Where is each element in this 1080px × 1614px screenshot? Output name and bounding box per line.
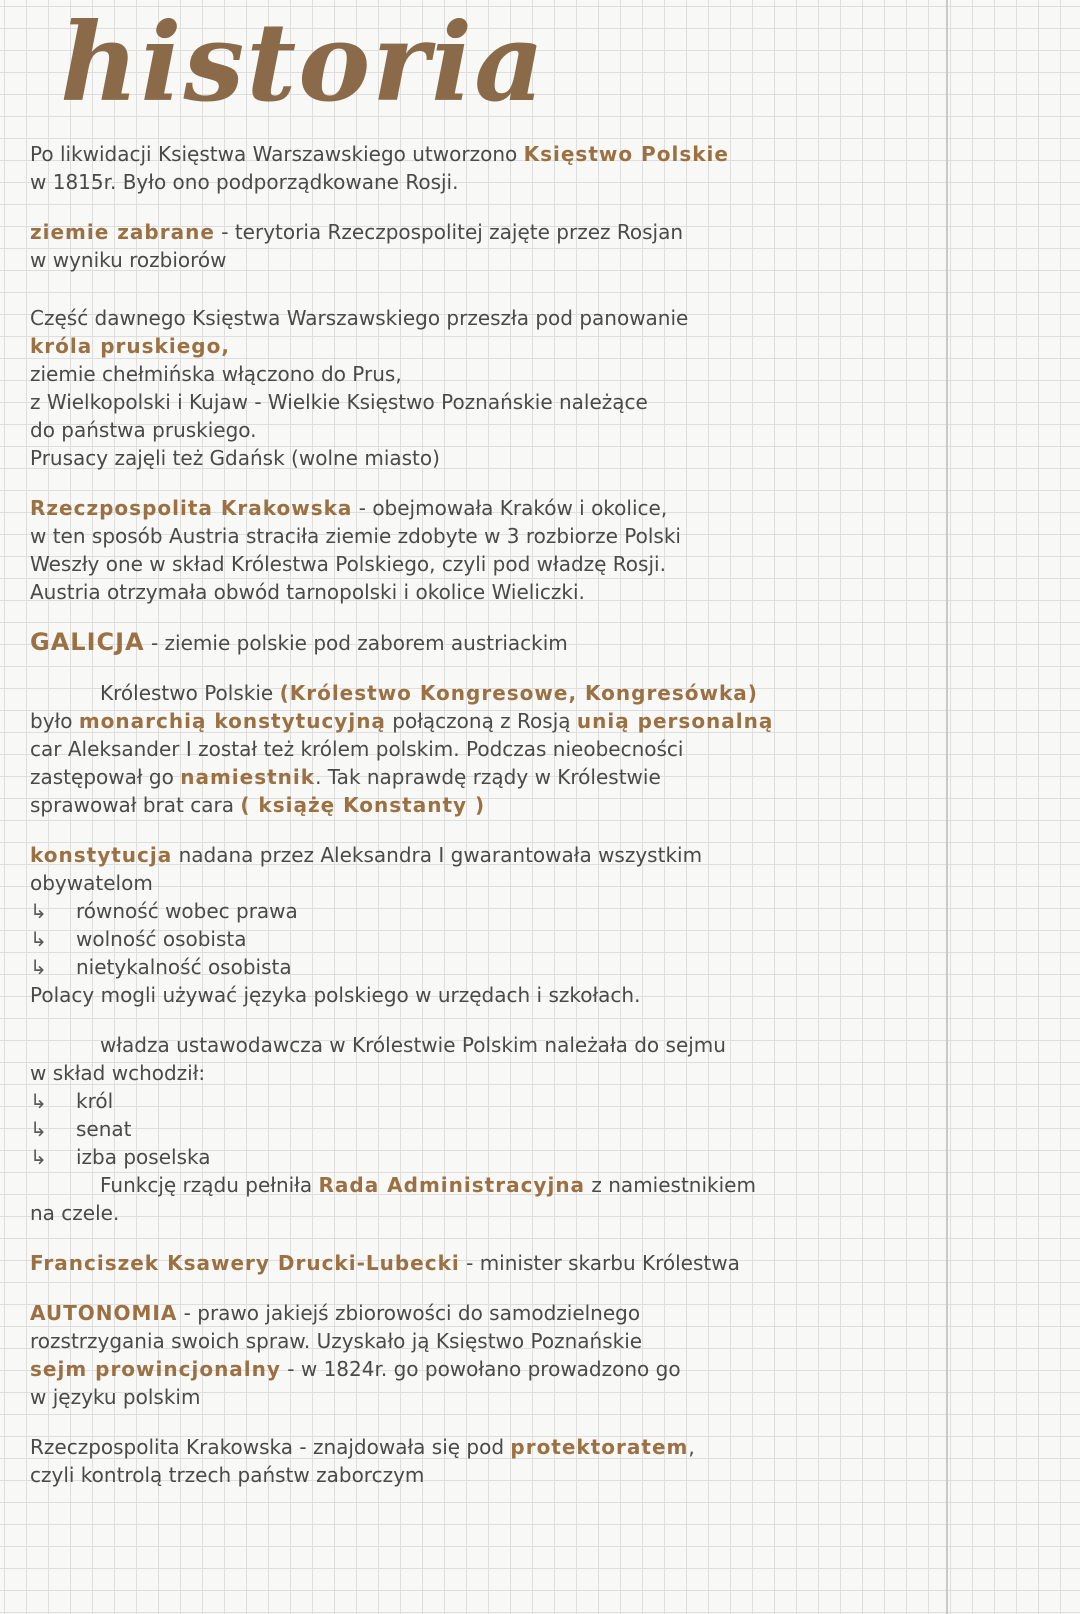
- arrow-icon: ↳: [30, 927, 47, 951]
- paragraph-drucki-lubecki: [30, 1249, 990, 1277]
- highlight-term: Rzeczpospolita Krakowska: [30, 496, 353, 520]
- highlight-term: Franciszek Ksawery Drucki-Lubecki: [30, 1251, 460, 1275]
- text: władza ustawodawcza w Królestwie Polskim należała do sejmu: [100, 1033, 726, 1057]
- text: zastępował go: [30, 765, 181, 789]
- paragraph-ksiestwo-polskie: [30, 140, 990, 196]
- text: w skład wchodził:: [30, 1061, 206, 1085]
- text: car Aleksander I został też królem polskim. Podczas nieobecności: [30, 737, 684, 761]
- list-item: [30, 897, 990, 925]
- highlight-term: unią personalną: [576, 709, 774, 733]
- highlight-term: ziemie zabrane: [30, 220, 215, 244]
- arrow-icon: ↳: [30, 955, 47, 979]
- highlight-term: AUTONOMIA: [30, 1301, 178, 1325]
- highlight-term: ( książę Konstanty ): [240, 793, 486, 817]
- list-item-label: równość wobec prawa: [76, 899, 298, 923]
- arrow-icon: ↳: [30, 1117, 47, 1141]
- text: czyli kontrolą trzech państw zaborczym: [30, 1463, 425, 1487]
- highlight-term: namiestnik: [180, 765, 316, 789]
- text: Funkcję rządu pełniła: [100, 1173, 319, 1197]
- text: . Tak naprawdę rządy w Królestwie: [315, 765, 661, 789]
- paragraph-protektorat: [30, 1433, 990, 1489]
- paragraph-sejm: [30, 1031, 990, 1227]
- text: było: [30, 709, 79, 733]
- arrow-icon: ↳: [30, 1089, 47, 1113]
- text: Część dawnego Księstwa Warszawskiego przeszła pod panowanie: [30, 306, 689, 330]
- paragraph-rzeczpospolita-krakowska: [30, 494, 990, 606]
- text: - terytoria Rzeczpospolitej zajęte przez Rosjan: [214, 220, 684, 244]
- highlight-term: GALICJA: [30, 628, 145, 656]
- list-item: [30, 1115, 990, 1143]
- paragraph-krolestwo-polskie: [30, 679, 990, 819]
- highlight-term: konstytucja: [30, 843, 173, 867]
- highlight-term: sejm prowincjonalny: [30, 1357, 281, 1381]
- highlight-term: Księstwo Polskie: [523, 142, 729, 166]
- list-item: [30, 1143, 990, 1171]
- text: Rzeczpospolita Krakowska - znajdowała się pod: [30, 1435, 511, 1459]
- list-item-label: król: [76, 1089, 114, 1113]
- paragraph-konstytucja: [30, 841, 990, 1009]
- text: w wyniku rozbiorów: [30, 248, 227, 272]
- arrow-icon: ↳: [30, 899, 47, 923]
- text: Po likwidacji Księstwa Warszawskiego utworzono: [30, 142, 524, 166]
- paragraph-prusy: [30, 304, 990, 472]
- page-title: historia: [60, 0, 547, 126]
- text: w języku polskim: [30, 1385, 201, 1409]
- highlight-term: króla pruskiego,: [30, 334, 230, 358]
- highlight-term: Rada Administracyjna: [318, 1173, 586, 1197]
- text: z namiestnikiem: [585, 1173, 756, 1197]
- highlight-term: (Królestwo Kongresowe, Kongresówka): [279, 681, 758, 705]
- paragraph-ziemie-zabrane: [30, 218, 990, 274]
- list-item-label: senat: [76, 1117, 132, 1141]
- text: - obejmowała Kraków i okolice,: [352, 496, 668, 520]
- arrow-icon: ↳: [30, 1145, 47, 1169]
- text: połączoną z Rosją: [385, 709, 577, 733]
- list-item-label: izba poselska: [76, 1145, 211, 1169]
- list-item: [30, 925, 990, 953]
- text: - w 1824r. go powołano prowadzono go: [280, 1357, 681, 1381]
- text: na czele.: [30, 1201, 120, 1225]
- text: - minister skarbu Królestwa: [459, 1251, 740, 1275]
- notes-body: [30, 140, 990, 1511]
- text: do państwa pruskiego.: [30, 418, 257, 442]
- list-item: [30, 1087, 990, 1115]
- highlight-term: monarchią konstytucyjną: [78, 709, 386, 733]
- text: ziemie chełmińska włączono do Prus,: [30, 362, 402, 386]
- paragraph-autonomia: [30, 1299, 990, 1411]
- text: nadana przez Aleksandra I gwarantowała wszystkim: [172, 843, 703, 867]
- text: Prusacy zajęli też Gdańsk (wolne miasto): [30, 446, 440, 470]
- text: - prawo jakiejś zbiorowości do samodzielnego: [177, 1301, 641, 1325]
- text: z Wielkopolski i Kujaw - Wielkie Księstwo Poznańskie należące: [30, 390, 648, 414]
- text: - ziemie polskie pod zaborem austriackim: [144, 631, 568, 655]
- list-item: [30, 953, 990, 981]
- list-item-label: nietykalność osobista: [76, 955, 292, 979]
- text: sprawował brat cara: [30, 793, 241, 817]
- text: Austria otrzymała obwód tarnopolski i okolice Wieliczki.: [30, 580, 585, 604]
- paragraph-galicja: [30, 628, 990, 657]
- text: w 1815r. Było ono podporządkowane Rosji.: [30, 170, 459, 194]
- text: Polacy mogli używać języka polskiego w urzędach i szkołach.: [30, 983, 641, 1007]
- text: rozstrzygania swoich spraw. Uzyskało ją Księstwo Poznańskie: [30, 1329, 643, 1353]
- highlight-term: protektoratem: [510, 1435, 689, 1459]
- text: obywatelom: [30, 871, 153, 895]
- text: w ten sposób Austria straciła ziemie zdobyte w 3 rozbiorze Polski: [30, 524, 681, 548]
- text: ,: [688, 1435, 695, 1459]
- list-item-label: wolność osobista: [76, 927, 247, 951]
- text: Weszły one w skład Królestwa Polskiego, czyli pod władzę Rosji.: [30, 552, 666, 576]
- text: Królestwo Polskie: [100, 681, 280, 705]
